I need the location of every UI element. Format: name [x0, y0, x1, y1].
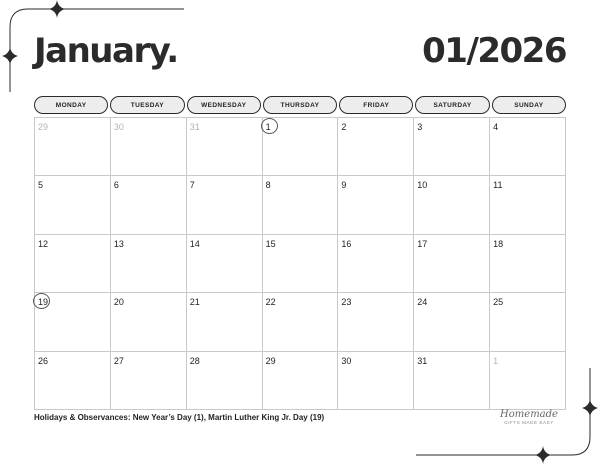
date-number: 26 [38, 355, 49, 366]
calendar-day-cell[interactable] [187, 235, 263, 293]
calendar-day-cell[interactable] [111, 293, 187, 351]
date-number: 22 [265, 297, 276, 308]
date-number: 18 [493, 238, 504, 249]
date-number: 1 [493, 355, 499, 366]
date-number: 28 [189, 355, 200, 366]
date-number: 25 [493, 297, 504, 308]
sparkle-icon [2, 47, 18, 65]
date-number: 19 [38, 297, 49, 308]
brand-name: Homemade [500, 409, 558, 420]
calendar-day-cell[interactable] [490, 293, 566, 351]
weekday-header-row [34, 96, 566, 114]
date-number: 9 [341, 180, 347, 191]
weekday-friday: FRIDAY [339, 96, 413, 114]
date-number: 30 [113, 122, 124, 132]
calendar-day-cell[interactable] [338, 293, 414, 351]
holidays-note: Holidays & Observances: New Year’s Day (1), Martin Luther King Jr. Day (19) [34, 413, 325, 422]
date-number: 16 [341, 238, 352, 249]
calendar-day-cell[interactable] [187, 176, 263, 234]
calendar-day-cell[interactable] [338, 176, 414, 234]
weekday-wednesday: WEDNESDAY [187, 96, 261, 114]
date-number: 7 [189, 180, 195, 191]
date-number: 17 [417, 238, 428, 249]
calendar-day-cell[interactable] [338, 235, 414, 293]
date-number: 30 [341, 355, 352, 366]
calendar-day-cell[interactable] [111, 235, 187, 293]
date-number: 15 [265, 238, 276, 249]
calendar-day-cell[interactable] [187, 293, 263, 351]
calendar-day-cell[interactable] [187, 118, 263, 176]
calendar-day-cell[interactable] [490, 352, 566, 410]
brand-tagline: GIFTS MADE EASY [504, 420, 554, 425]
calendar-day-cell[interactable] [263, 352, 339, 410]
date-number: 27 [113, 355, 124, 366]
date-number: 21 [189, 297, 200, 308]
calendar-day-cell[interactable] [35, 176, 111, 234]
calendar-day-cell[interactable] [490, 235, 566, 293]
calendar-day-cell[interactable] [263, 235, 339, 293]
calendar-day-cell[interactable] [35, 352, 111, 410]
calendar-day-cell[interactable] [414, 293, 490, 351]
date-number: 4 [493, 122, 499, 132]
date-number: 23 [341, 297, 352, 308]
calendar-day-cell[interactable] [111, 118, 187, 176]
calendar-day-cell[interactable] [263, 176, 339, 234]
calendar-day-cell[interactable] [414, 176, 490, 234]
sparkle-icon [49, 0, 65, 18]
weekday-tuesday: TUESDAY [110, 96, 184, 114]
calendar-day-cell[interactable] [414, 235, 490, 293]
sparkle-icon [535, 446, 551, 464]
date-number: 6 [113, 180, 119, 191]
date-number: 29 [265, 355, 276, 366]
calendar-day-cell[interactable] [490, 176, 566, 234]
date-number: 31 [189, 122, 200, 132]
calendar-day-cell[interactable] [414, 352, 490, 410]
calendar-day-cell[interactable] [490, 118, 566, 176]
date-number: 8 [265, 180, 271, 191]
calendar-day-cell[interactable] [263, 293, 339, 351]
calendar-day-cell[interactable] [338, 352, 414, 410]
date-number: 11 [493, 180, 503, 191]
date-number: 31 [417, 355, 428, 366]
date-number: 20 [113, 297, 124, 308]
date-number: 10 [417, 180, 428, 191]
date-number: 14 [189, 238, 200, 249]
sparkle-icon [582, 399, 598, 417]
date-number: 5 [38, 180, 44, 191]
calendar-day-cell[interactable] [111, 352, 187, 410]
calendar-day-cell[interactable] [35, 235, 111, 293]
weekday-monday: MONDAY [34, 96, 108, 114]
calendar-day-cell[interactable] [414, 118, 490, 176]
calendar-day-cell[interactable] [35, 293, 111, 351]
date-number: 13 [113, 238, 124, 249]
date-number: 1 [265, 122, 271, 132]
month-year-label: 01/2026 [422, 31, 566, 71]
date-number: 12 [38, 238, 49, 249]
calendar-grid [34, 117, 566, 410]
calendar-day-cell[interactable] [187, 352, 263, 410]
calendar-day-cell[interactable] [338, 118, 414, 176]
weekday-thursday: THURSDAY [263, 96, 337, 114]
brand-logo [493, 410, 565, 430]
date-number: 2 [341, 122, 347, 132]
weekday-sunday: SUNDAY [492, 96, 566, 114]
date-number: 3 [417, 122, 423, 132]
calendar-day-cell[interactable] [263, 118, 339, 176]
calendar-day-cell[interactable] [111, 176, 187, 234]
date-number: 29 [38, 122, 49, 132]
date-number: 24 [417, 297, 428, 308]
month-title: January. [34, 31, 178, 71]
calendar-day-cell[interactable] [35, 118, 111, 176]
weekday-saturday: SATURDAY [415, 96, 489, 114]
